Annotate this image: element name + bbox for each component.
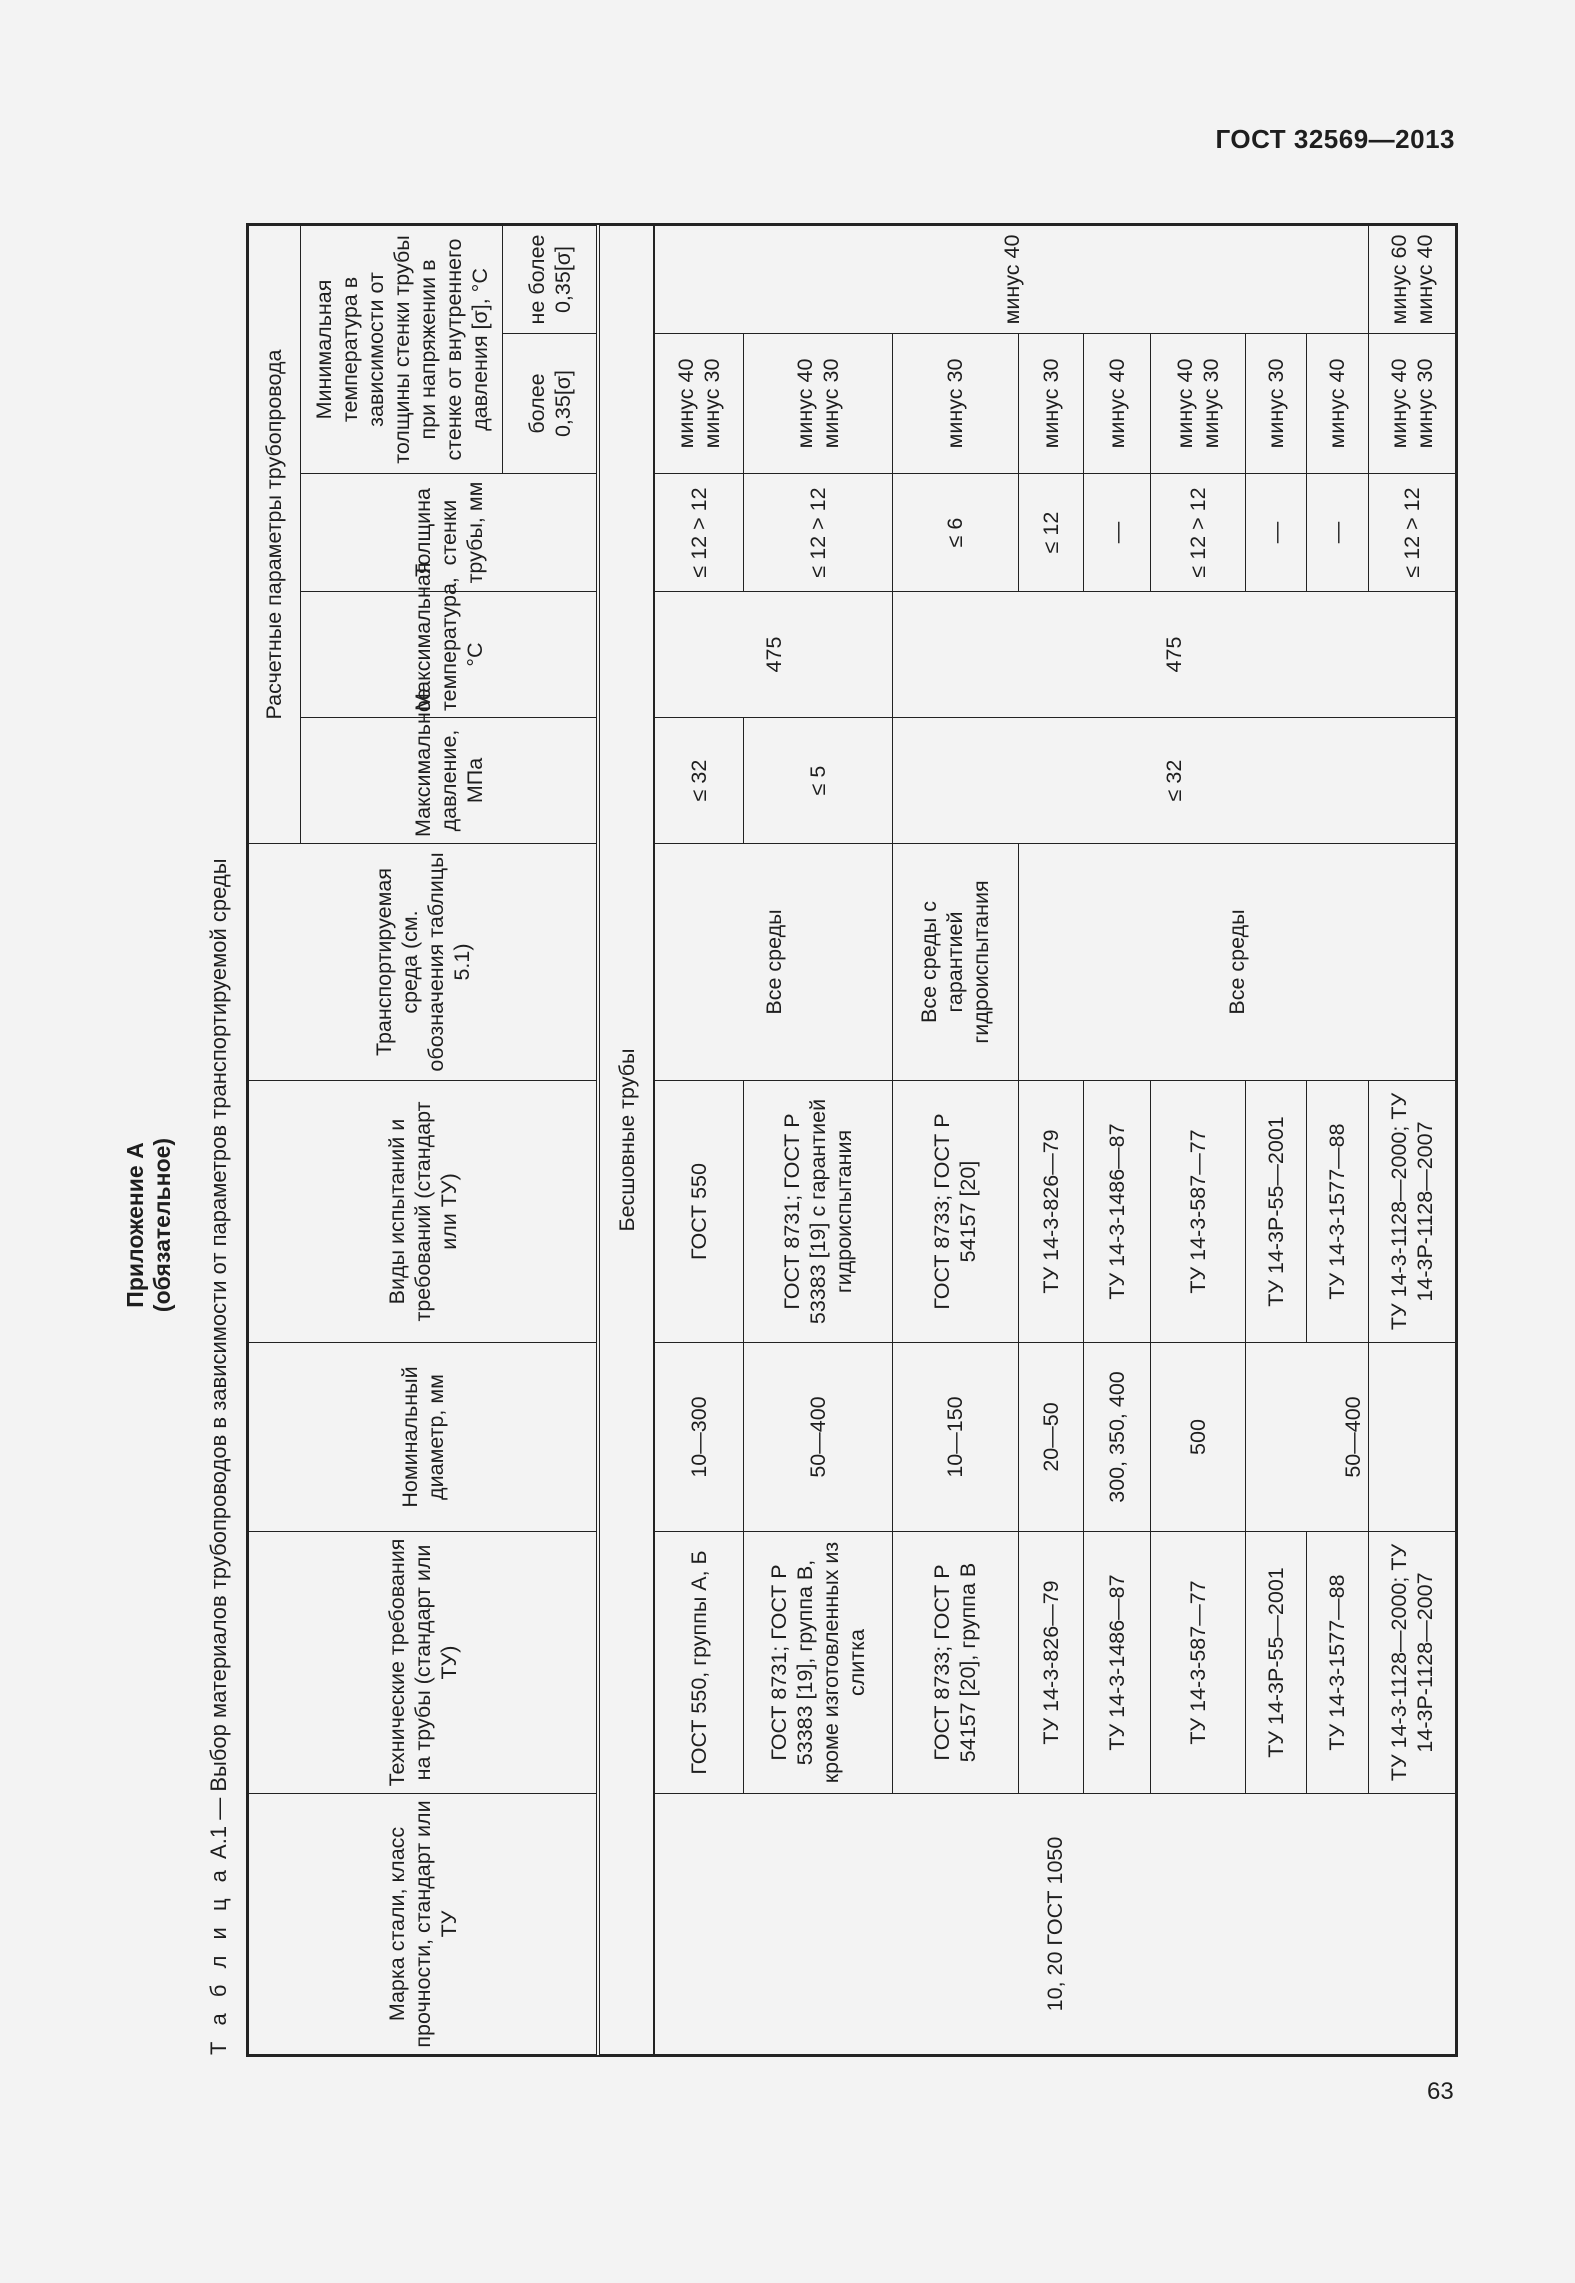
tech-0: ГОСТ 550, группы А, Б bbox=[654, 1532, 743, 1794]
col-tests: Виды испытаний и требований (стандарт или ТУ) bbox=[249, 1081, 599, 1343]
diameter-2: 10—150 bbox=[893, 1343, 1019, 1532]
wall-0: ≤ 12 > 12 bbox=[654, 474, 743, 592]
pressure-2: ≤ 5 bbox=[743, 718, 892, 844]
tests-1: ГОСТ 8731; ГОСТ Р 53383 [19] с гарантией гидроиспытания bbox=[743, 1081, 892, 1343]
tech-6: ТУ 14-3Р-55—2001 bbox=[1245, 1532, 1306, 1794]
col-wall: Толщина стенки трубы, мм bbox=[300, 474, 598, 592]
tests-5: ТУ 14-3-587—77 bbox=[1150, 1081, 1245, 1343]
min-high-1: минус 40 минус 30 bbox=[743, 334, 892, 474]
tech-3: ТУ 14-3-826—79 bbox=[1018, 1532, 1083, 1794]
min-high-7: минус 40 bbox=[1306, 334, 1369, 474]
steel-grade: 10, 20 ГОСТ 1050 bbox=[654, 1794, 1455, 2055]
col-min-temp: Минимальная температура в зависимости от толщины стенки трубы при напряжении в стенке от внутреннего давления [σ], °С bbox=[300, 226, 502, 474]
wall-6: — bbox=[1245, 474, 1306, 592]
min-high-6: минус 30 bbox=[1245, 334, 1306, 474]
min-high-8: минус 40 минус 30 bbox=[1369, 334, 1456, 474]
appendix-title: Приложение А bbox=[122, 1142, 148, 1308]
materials-table bbox=[248, 225, 1456, 2055]
wall-2: ≤ 6 bbox=[893, 474, 1019, 592]
medium-hydro: Все среды с гарантией гидроиспытания bbox=[893, 844, 1019, 1081]
min-low-2: минус 60 минус 40 bbox=[1369, 226, 1456, 334]
tech-4: ТУ 14-3-1486—87 bbox=[1083, 1532, 1150, 1794]
medium-all-2: Все среды bbox=[1018, 844, 1455, 1081]
appendix-heading bbox=[122, 1045, 176, 1405]
col-max-temp: Максимальная температура, °С bbox=[300, 592, 598, 718]
wall-1: ≤ 12 > 12 bbox=[743, 474, 892, 592]
wall-7: — bbox=[1306, 474, 1369, 592]
diameter-7: 50—400 bbox=[1245, 1343, 1368, 1532]
wall-5: ≤ 12 > 12 bbox=[1150, 474, 1245, 592]
tests-0: ГОСТ 550 bbox=[654, 1081, 743, 1343]
col-min-temp-low: не более 0,35[σ] bbox=[503, 226, 598, 334]
temp-1: 475 bbox=[654, 592, 892, 718]
diameter-1: 50—400 bbox=[743, 1343, 892, 1532]
page-number: 63 bbox=[1427, 2078, 1454, 2105]
diameter-3: 20—50 bbox=[1018, 1343, 1083, 1532]
col-tech: Технические требования на трубы (стандарт или ТУ) bbox=[249, 1532, 599, 1794]
col-min-temp-high: более 0,35[σ] bbox=[503, 334, 598, 474]
col-diameter: Номинальный диаметр, мм bbox=[249, 1343, 599, 1532]
tests-2: ГОСТ 8733; ГОСТ Р 54157 [20] bbox=[893, 1081, 1019, 1343]
min-high-3: минус 30 bbox=[1018, 334, 1083, 474]
col-steel: Марка стали, класс прочности, стандарт или ТУ bbox=[249, 1794, 599, 2055]
diameter-8 bbox=[1369, 1343, 1456, 1532]
min-high-0: минус 40 минус 30 bbox=[654, 334, 743, 474]
wall-8: ≤ 12 > 12 bbox=[1369, 474, 1456, 592]
min-high-2: минус 30 bbox=[893, 334, 1019, 474]
col-calc-group: Расчетные параметры трубопровода bbox=[249, 226, 301, 844]
medium-all: Все среды bbox=[654, 844, 892, 1081]
wall-3: ≤ 12 bbox=[1018, 474, 1083, 592]
appendix-status: (обязательное) bbox=[149, 1137, 175, 1313]
section-seamless: Бесшовные трубы bbox=[598, 226, 654, 2055]
table-caption bbox=[206, 858, 232, 2055]
col-pressure: Максимальное давление, МПа bbox=[300, 718, 598, 844]
caption-dash: — bbox=[206, 1797, 231, 1820]
tech-7: ТУ 14-3-1577—88 bbox=[1306, 1532, 1369, 1794]
caption-text: Выбор материалов трубопроводов в зависимости от параметров транспортируемой среды bbox=[206, 858, 231, 1792]
temp-2: 475 bbox=[893, 592, 1456, 718]
tech-1: ГОСТ 8731; ГОСТ Р 53383 [19], группа В, кроме изготовленных из слитка bbox=[743, 1532, 892, 1794]
diameter-0: 10—300 bbox=[654, 1343, 743, 1532]
tests-7: ТУ 14-3-1577—88 bbox=[1306, 1081, 1369, 1343]
min-high-5: минус 40 минус 30 bbox=[1150, 334, 1245, 474]
caption-label: Т а б л и ц а bbox=[206, 1865, 231, 2055]
min-low-1: минус 40 bbox=[654, 226, 1368, 334]
tech-2: ГОСТ 8733; ГОСТ Р 54157 [20], группа В bbox=[893, 1532, 1019, 1794]
tests-4: ТУ 14-3-1486—87 bbox=[1083, 1081, 1150, 1343]
diameter-5: 500 bbox=[1150, 1343, 1245, 1532]
caption-number: А.1 bbox=[206, 1825, 231, 1859]
pressure-3: ≤ 32 bbox=[893, 718, 1456, 844]
tests-6: ТУ 14-3Р-55—2001 bbox=[1245, 1081, 1306, 1343]
tech-8: ТУ 14-3-1128—2000; ТУ 14-3Р-1128—2007 bbox=[1369, 1532, 1456, 1794]
wall-4: — bbox=[1083, 474, 1150, 592]
col-medium: Транспортируемая среда (см. обозначения таблицы 5.1) bbox=[249, 844, 599, 1081]
tests-8: ТУ 14-3-1128—2000; ТУ 14-3Р-1128—2007 bbox=[1369, 1081, 1456, 1343]
tech-5: ТУ 14-3-587—77 bbox=[1150, 1532, 1245, 1794]
min-high-4: минус 40 bbox=[1083, 334, 1150, 474]
tests-3: ТУ 14-3-826—79 bbox=[1018, 1081, 1083, 1343]
pressure-1: ≤ 32 bbox=[654, 718, 743, 844]
diameter-4: 300, 350, 400 bbox=[1083, 1343, 1150, 1532]
page-header: ГОСТ 32569—2013 bbox=[1215, 124, 1455, 154]
